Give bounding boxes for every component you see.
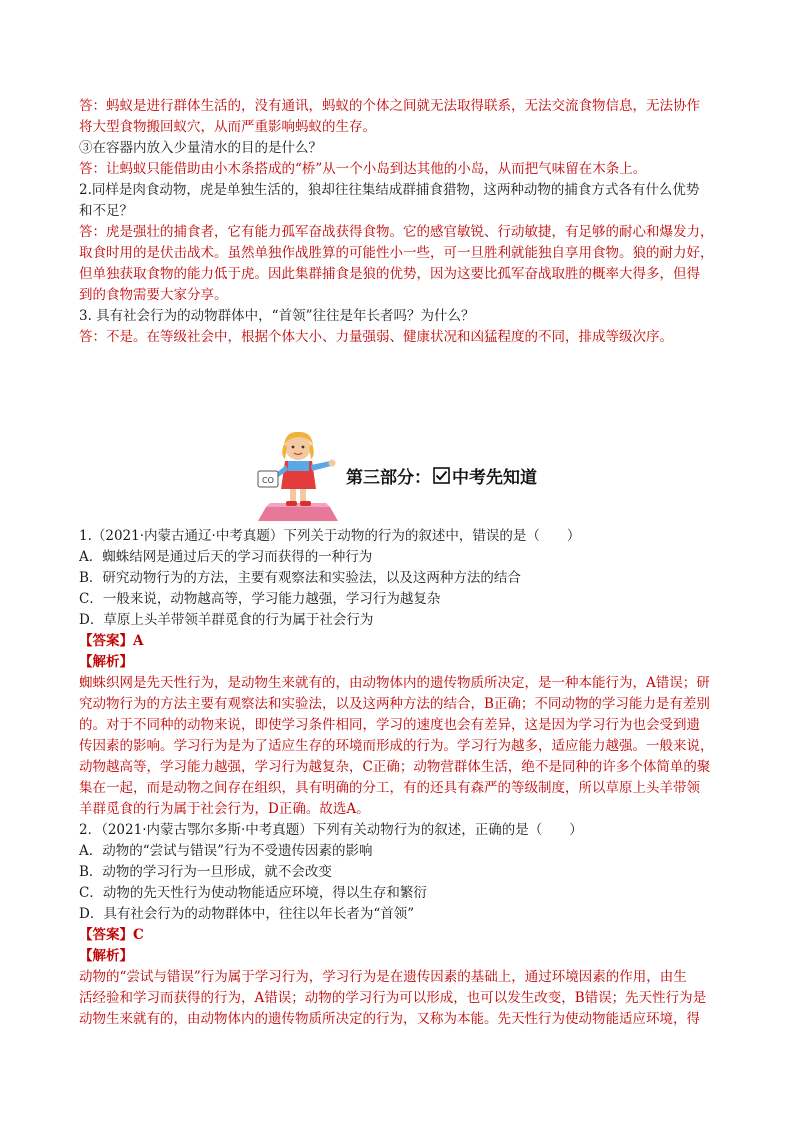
text-line: 但单独获取食物的能力低于虎。因此集群捕食是狼的优势，因为这要比孤军奋战取胜的概率大得多，但得	[79, 266, 700, 282]
text-line: 答：虎是强壮的捕食者，它有能力孤军奋战获得食物。它的感官敏锐、行动敏捷，有足够的耐心和爆发力，	[79, 224, 714, 240]
text-line: 答：蚂蚁是进行群体生活的，没有通讯，蚂蚁的个体之间就无法取得联系，无法交流食物信息，无法协作	[79, 98, 700, 114]
text-line: 动物越高等，学习能力越强，学习行为越复杂，C正确；动物营群体生活，绝不是同种的许多个体简单的聚	[79, 759, 711, 775]
text-line: 集在一起，而是动物之间存在组织，具有明确的分工，有的还具有森严的等级制度，所以草原上头羊带领	[79, 780, 700, 796]
text-line: C．一般来说，动物越高等，学习能力越强，学习行为越复杂	[79, 591, 441, 607]
text-line: 【解析】	[79, 948, 133, 964]
text-line: 3. 具有社会行为的动物群体中，“首领”往往是年长者吗？为什么？	[79, 308, 475, 324]
cartoon-child-mascot-icon	[252, 425, 344, 525]
text-line: 答：让蚂蚁只能借助由小木条搭成的“桥”从一个小岛到达其他的小岛，从而把气味留在木条上。	[79, 161, 647, 177]
text-line: 【答案】C	[79, 927, 144, 943]
text-line: B．动物的学习行为一旦形成，就不会改变	[79, 864, 332, 880]
text-line: C．动物的先天性行为使动物能适应环境，得以生存和繁衍	[79, 885, 427, 901]
checkbox-checked-icon	[433, 467, 450, 484]
section-title-suffix: 中考先知道	[452, 468, 537, 488]
text-line: 到的食物需要大家分享。	[79, 287, 228, 303]
text-line: 的。对于不同种的动物来说，即使学习条件相同，学习的速度也会有差异，这是因为学习行为也会受到遗	[79, 717, 700, 733]
section-title-prefix: 第三部分：	[346, 468, 431, 488]
text-line: 究动物行为的方法主要有观察法和实验法，以及这两种方法的结合，B正确；不同动物的学习能力是有差别	[79, 696, 710, 712]
text-line: D．草原上头羊带领羊群觅食的行为属于社会行为	[79, 612, 374, 628]
text-line: 蜘蛛织网是先天性行为，是动物生来就有的，由动物体内的遗传物质所决定，是一种本能行为，A错误；研	[79, 675, 710, 691]
text-line: 【答案】A	[79, 633, 144, 649]
text-line: 和不足？	[79, 203, 133, 219]
text-line: 2.同样是肉食动物，虎是单独生活的，狼却往往集结成群捕食猎物，这两种动物的捕食方式各有什么优势	[79, 182, 700, 198]
section-heading	[346, 463, 537, 488]
text-line: 传因素的影响。学习行为是为了适应生存的环境而形成的行为。学习行为越多，适应能力越强。一般来说，	[79, 738, 714, 754]
text-line: ③在容器内放入少量清水的目的是什么？	[79, 140, 322, 156]
top-answer-section	[79, 96, 719, 348]
text-line: A．动物的“尝试与错误”行为不受遗传因素的影响	[79, 843, 373, 859]
text-line: 将大型食物搬回蚁穴，从而严重影响蚂蚁的生存。	[79, 119, 376, 135]
text-line: 活经验和学习而获得的行为，A错误；动物的学习行为可以形成，也可以发生改变，B错误；先天性行为是	[79, 990, 707, 1006]
text-line: 1.（2021·内蒙古通辽·中考真题）下列关于动物的行为的叙述中，错误的是（ ）	[79, 528, 581, 544]
text-line: 动物的“尝试与错误”行为属于学习行为，学习行为是在遗传因素的基础上，通过环境因素的作用，由生	[79, 969, 687, 985]
text-line: A．蜘蛛结网是通过后天的学习而获得的一种行为	[79, 549, 373, 565]
exam-questions-section	[79, 526, 719, 1030]
text-line: 动物生来就有的，由动物体内的遗传物质所决定的行为，又称为本能。先天性行为使动物能适应环境，得	[79, 1011, 700, 1027]
text-line: 羊群觅食的行为属于社会行为，D正确。故选A。	[79, 801, 370, 817]
text-line: D．具有社会行为的动物群体中，往往以年长者为“首领”	[79, 906, 415, 922]
text-line: 取食时用的是伏击战术。虽然单独作战胜算的可能性小一些，可一旦胜利就能独自享用食物。狼的耐力好，	[79, 245, 714, 261]
text-line: 2．（2021·内蒙古鄂尔多斯·中考真题）下列有关动物行为的叙述，正确的是（ ）	[79, 822, 583, 838]
text-line: 答：不是。在等级社会中，根据个体大小、力量强弱、健康状况和凶猛程度的不同，排成等级次序。	[79, 329, 673, 345]
mascot-sign-text: CO	[262, 476, 274, 485]
text-line: B．研究动物行为的方法，主要有观察法和实验法，以及这两种方法的结合	[79, 570, 521, 586]
text-line: 【解析】	[79, 654, 133, 670]
